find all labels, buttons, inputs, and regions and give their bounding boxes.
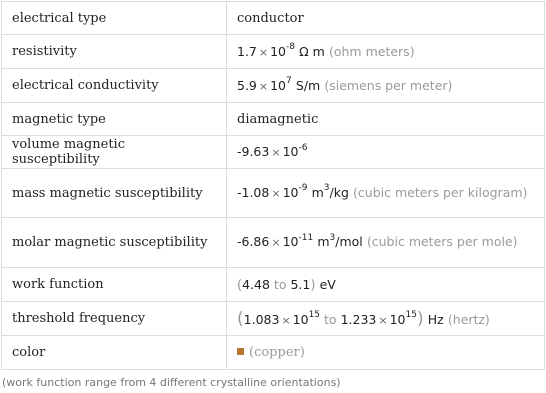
range-low-base: 10 bbox=[292, 311, 309, 327]
value-base: 10 bbox=[270, 43, 287, 59]
value-base: 10 bbox=[270, 77, 287, 93]
table-row bbox=[2, 169, 545, 218]
value-unit-rest: /mol bbox=[335, 234, 363, 249]
properties-table bbox=[1, 1, 545, 370]
unit-name: (cubic meters per mole) bbox=[366, 234, 518, 249]
row-label: electrical conductivity bbox=[2, 69, 227, 103]
unit-name: (ohm meters) bbox=[328, 43, 415, 59]
unit-exponent: 3 bbox=[323, 183, 330, 194]
value-mantissa: 1.7 bbox=[237, 43, 257, 59]
value-mantissa: 5.9 bbox=[237, 77, 257, 93]
range-to: to bbox=[273, 276, 287, 292]
value-base: 10 bbox=[282, 234, 299, 249]
unit-exponent: 3 bbox=[329, 232, 336, 243]
range-high-mantissa: 1.233 bbox=[340, 311, 377, 327]
unit-name: (hertz) bbox=[447, 311, 490, 327]
value-exponent: 7 bbox=[286, 76, 292, 87]
value-unit: m bbox=[317, 234, 330, 249]
value-base: 10 bbox=[282, 184, 299, 200]
table-row bbox=[2, 103, 545, 136]
row-label: color bbox=[2, 336, 227, 370]
value-unit: Ω m bbox=[299, 43, 325, 59]
row-value bbox=[227, 35, 545, 69]
value-unit: m bbox=[311, 184, 324, 200]
row-value: diamagnetic bbox=[227, 103, 545, 136]
range-to: to bbox=[324, 311, 337, 327]
range-low: 4.48 bbox=[242, 276, 270, 292]
row-value bbox=[227, 336, 545, 370]
times-symbol: × bbox=[258, 45, 269, 59]
row-label: electrical type bbox=[2, 2, 227, 35]
row-label: magnetic type bbox=[2, 103, 227, 136]
close-paren: ) bbox=[416, 308, 424, 329]
range-high-base: 10 bbox=[389, 311, 406, 327]
times-symbol: × bbox=[271, 146, 281, 159]
table-row bbox=[2, 268, 545, 302]
value-mantissa: -1.08 bbox=[237, 184, 270, 200]
color-swatch bbox=[237, 348, 244, 355]
range-low-mantissa: 1.083 bbox=[243, 311, 280, 327]
row-label: resistivity bbox=[2, 35, 227, 69]
row-value bbox=[227, 169, 545, 218]
value-mantissa: -9.63 bbox=[237, 144, 270, 159]
times-symbol: × bbox=[271, 186, 281, 200]
times-symbol: × bbox=[378, 313, 388, 327]
range-high: 5.1 bbox=[290, 276, 311, 292]
table-row bbox=[2, 218, 545, 268]
row-value bbox=[227, 218, 545, 268]
range-low-exponent: 15 bbox=[308, 310, 321, 321]
row-label: molar magnetic susceptibility bbox=[2, 218, 227, 268]
table-row bbox=[2, 2, 545, 35]
table-row bbox=[2, 302, 545, 336]
row-value bbox=[227, 302, 545, 336]
range-high-exponent: 15 bbox=[405, 310, 417, 321]
value-exponent: -6 bbox=[298, 142, 308, 153]
value-unit: eV bbox=[319, 276, 336, 292]
color-name: (copper) bbox=[249, 345, 305, 360]
value-base: 10 bbox=[282, 144, 299, 159]
unit-name: (cubic meters per kilogram) bbox=[353, 184, 528, 200]
table-row bbox=[2, 136, 545, 169]
row-value bbox=[227, 268, 545, 302]
footnote: (work function range from 4 different crystalline orientations) bbox=[2, 376, 341, 389]
value-exponent: -9 bbox=[298, 183, 308, 194]
row-label: volume magnetic susceptibility bbox=[2, 136, 227, 169]
close-paren: ) bbox=[310, 277, 316, 293]
unit-name: (siemens per meter) bbox=[324, 77, 453, 93]
value-exponent: -8 bbox=[286, 42, 295, 53]
open-paren: ( bbox=[237, 308, 244, 329]
times-symbol: × bbox=[281, 313, 291, 327]
open-paren: ( bbox=[237, 277, 243, 293]
row-value: conductor bbox=[227, 2, 545, 35]
row-value bbox=[227, 136, 545, 169]
table-row bbox=[2, 336, 545, 370]
row-label: work function bbox=[2, 268, 227, 302]
times-symbol: × bbox=[271, 236, 281, 249]
value-mantissa: -6.86 bbox=[237, 234, 270, 249]
row-label: threshold frequency bbox=[2, 302, 227, 336]
value-unit: Hz bbox=[427, 311, 444, 327]
row-value bbox=[227, 69, 545, 103]
table-row bbox=[2, 35, 545, 69]
value-exponent: -11 bbox=[298, 232, 314, 243]
row-label: mass magnetic susceptibility bbox=[2, 169, 227, 218]
times-symbol: × bbox=[258, 79, 269, 93]
value-unit: S/m bbox=[295, 77, 321, 93]
value-unit-rest: /kg bbox=[329, 184, 349, 200]
table-row bbox=[2, 69, 545, 103]
